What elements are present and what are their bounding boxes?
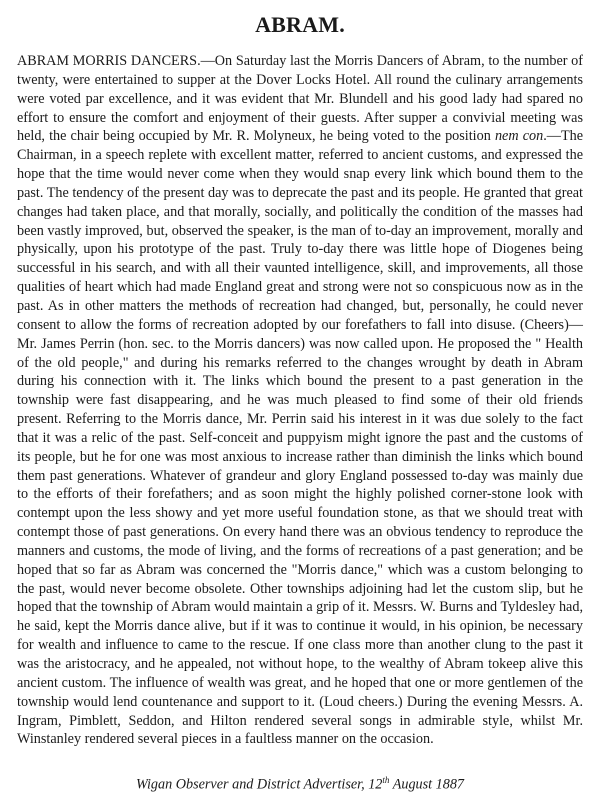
article-text-part1: ABRAM MORRIS DANCERS.—On Saturday last the Morris Dancers of Abram, to the number of twenty, were entertained to supper at the Dover Locks Hotel. All round the culinary arrangements were voted par excellence, and it was evident that Mr. Blundell and his good lady had spared no effort to ensure the comfort and enjoyment of their guests. After supper a convivial meeting was held, the chair being occupied by Mr. R. Molyneux, he being voted to the position [17, 53, 583, 145]
source-text-after: August 1887 [389, 776, 465, 793]
source-superscript: th [382, 775, 390, 786]
source-text-before: Wigan Observer and District Advertiser, 12 [135, 776, 383, 793]
source-citation [17, 771, 583, 794]
document-page [17, 0, 583, 794]
article-italic-phrase: nem con [494, 128, 544, 145]
page-title: ABRAM. [255, 12, 345, 37]
article-text-part2: .—The Chairman, in a speech replete with excellent matter, referred to ancient customs, and expressed the hope that the time would never come when they would snap every link which bound them to the past. The tendency of the present day was to deprecate the past and its people. He granted that great changes had taken place, and that morally, socially, and politically the condition of the masses had been vastly improved, but, observed the speaker, is the man of to-day an improvement, morally and physically, upon his prototype of the past. Truly to-day there was little hope of Diogenes being successful in his search, and with all their vaunted intelligence, skill, and improvements, all those qualities of heart which had made England great and strong were not so conspicuous now as in the past. As in other matters the methods of recreation had changed, but, personally, he could never consent to allow the forms of recreation adopted by our forefathers to fall into disuse. (Cheers)—Mr. James Perrin (hon. sec. to the Morris dancers) was now called upon. He proposed the " Health of the old people," and during his remarks referred to the changes wrought by death in Abram during his connection with it. The links which bound the present to a past generation in the township were fast disappearing, and he was much pleased to find some of their old friends present. Referring to the Morris dance, Mr. Perrin said his interest in it was due solely to the fact that it was a relic of the past. Self-conceit and puppyism might ignore the past and the customs of its people, but he for one was most anxious to increase rather than diminish the links which bound them past generations. Whatever of grandeur and glory England possessed to-day was mainly due to the efforts of their forefathers; and as soon might the highly polished corner-stone look with contempt upon the less showy and yet more useful foundation stone, as that we should treat with contempt those of past generations. On every hand there was an obvious tendency to reproduce the manners and customs, the mode of living, and the forms of recreations of a past generation; and be hoped that so far as Abram was concerned the "Morris dance," which was a custom belonging to the past, would never become obsolete. Other townships adjoining had let the custom slip, but he hoped that the township of Abram would maintain a grip of it. Messrs. W. Burns and Tyldesley had, he said, kept the Morris dance alive, but if it was to continue it would, in his opinion, be necessary for wealth and influence to came to the rescue. If one class more than another clung to the past it was the aristocracy, and he appealed, not without hope, to the wealthy of Abram tokeep alive this ancient custom. The influence of wealth was great, and he hoped that one or more gentlemen of the township would lend countenance and support to it. (Loud cheers.) During the evening Messrs. A. Ingram, Pimblett, Seddon, and Hilton rendered several songs in admirable style, whilst Mr. Winstanley rendered several pieces in a faultless manner on the occasion. [17, 128, 583, 748]
article-body [17, 52, 583, 749]
